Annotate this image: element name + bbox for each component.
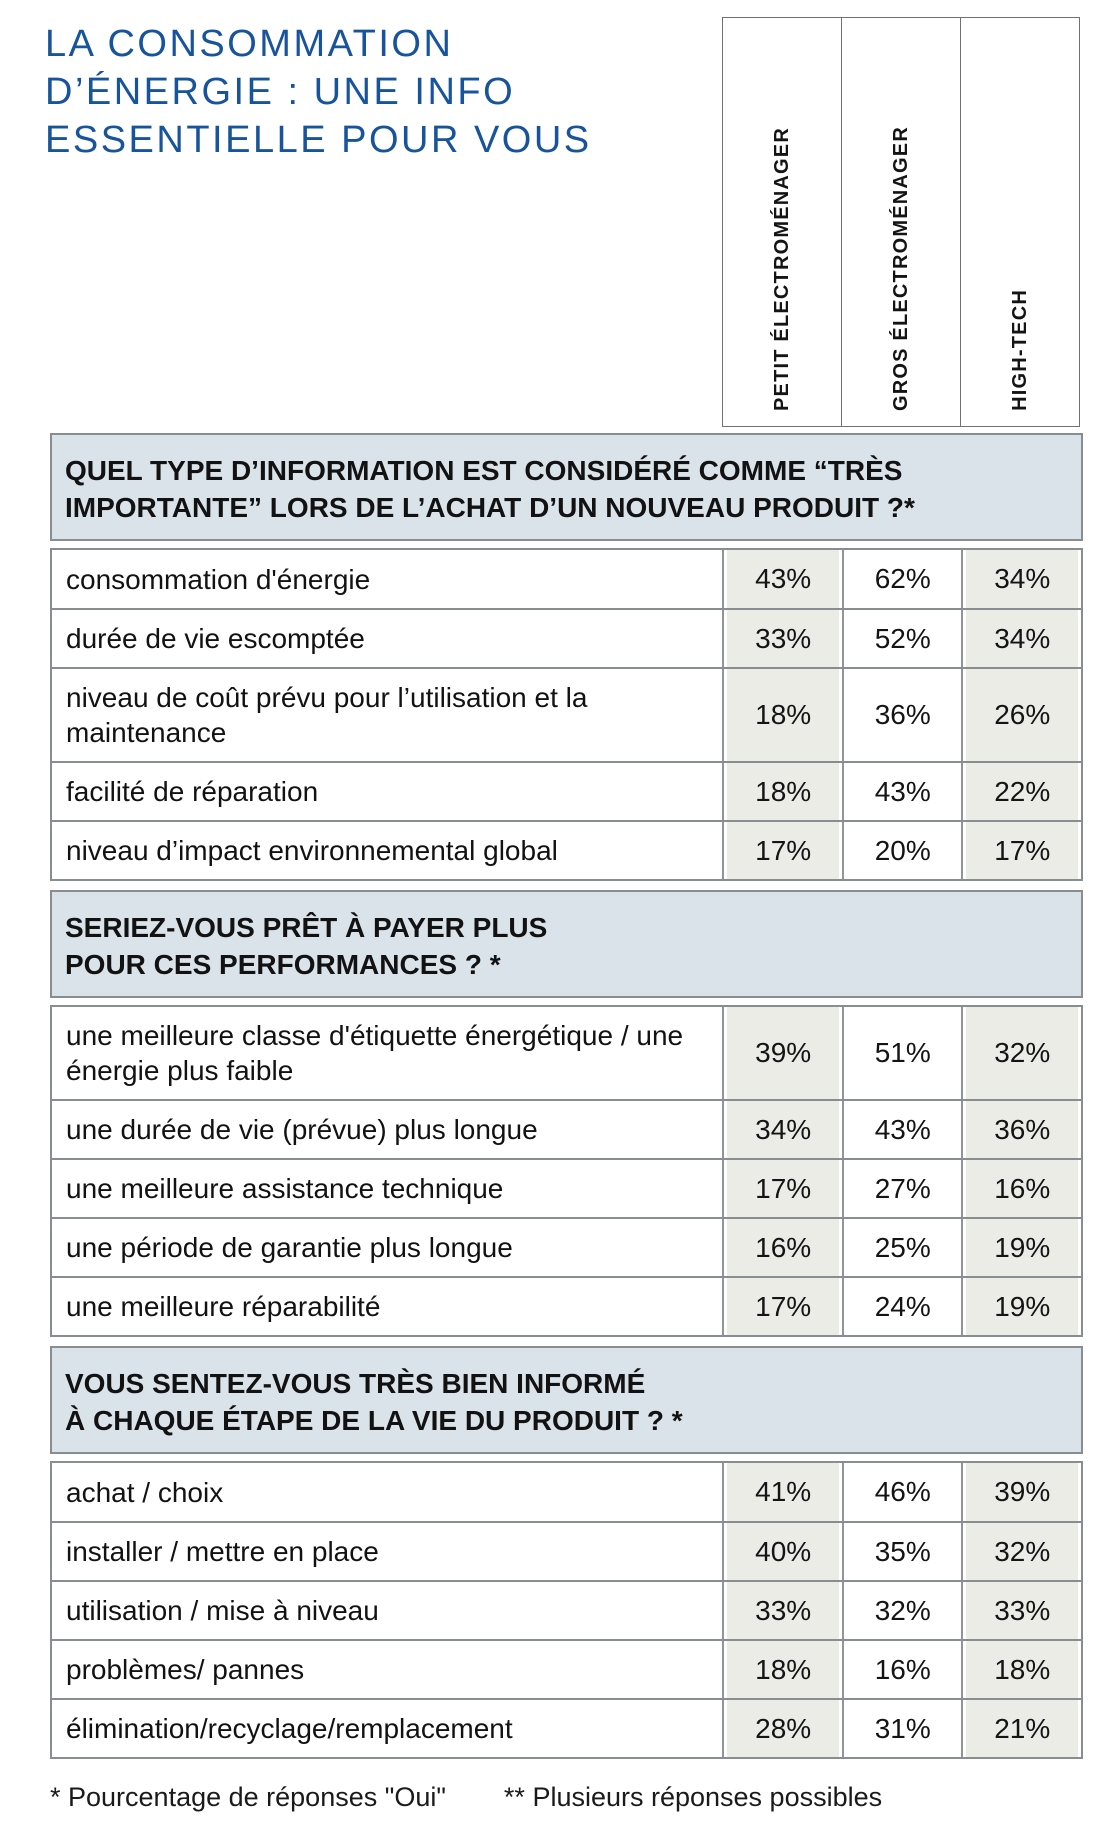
column-header-gros-electromenager bbox=[841, 17, 961, 427]
value-cell: 46% bbox=[842, 1463, 962, 1521]
table-row bbox=[52, 820, 1081, 879]
section-heading-line: SERIEZ-VOUS PRÊT À PAYER PLUS bbox=[65, 912, 548, 943]
section-payer-plus bbox=[50, 890, 1083, 1337]
value-cell: 33% bbox=[961, 1582, 1081, 1639]
row-label: une meilleure classe d'étiquette énergétique / une énergie plus faible bbox=[66, 1020, 684, 1086]
row-label: niveau d’impact environnemental global bbox=[66, 835, 558, 866]
row-label: utilisation / mise à niveau bbox=[66, 1595, 379, 1626]
value-cell: 32% bbox=[961, 1007, 1081, 1099]
section-rows bbox=[50, 1005, 1083, 1337]
section-rows bbox=[50, 1461, 1083, 1759]
row-label: installer / mettre en place bbox=[66, 1536, 379, 1567]
section-heading-line: VOUS SENTEZ-VOUS TRÈS BIEN INFORMÉ bbox=[65, 1368, 646, 1399]
footnote-oui: * Pourcentage de réponses "Oui" bbox=[50, 1782, 446, 1812]
value-cell: 40% bbox=[722, 1523, 842, 1580]
section-heading bbox=[50, 433, 1083, 541]
table-row bbox=[52, 1639, 1081, 1698]
column-header-label: HIGH-TECH bbox=[1008, 289, 1031, 411]
section-type-information bbox=[50, 433, 1083, 881]
value-cell: 18% bbox=[722, 1641, 842, 1698]
table-row bbox=[52, 1099, 1081, 1158]
section-heading-line: À CHAQUE ÉTAPE DE LA VIE DU PRODUIT ? * bbox=[65, 1405, 683, 1436]
value-cell: 16% bbox=[961, 1160, 1081, 1217]
value-cell: 18% bbox=[722, 763, 842, 820]
row-label: achat / choix bbox=[66, 1476, 224, 1508]
value-cell: 19% bbox=[961, 1219, 1081, 1276]
value-cell: 41% bbox=[722, 1463, 842, 1521]
page-title-line: LA CONSOMMATION bbox=[45, 23, 454, 65]
value-cell: 43% bbox=[842, 1101, 962, 1158]
table-row bbox=[52, 761, 1081, 820]
value-cell: 21% bbox=[961, 1700, 1081, 1757]
section-heading-line: POUR CES PERFORMANCES ? * bbox=[65, 949, 501, 980]
table-row bbox=[52, 1007, 1081, 1099]
value-cell: 16% bbox=[842, 1641, 962, 1698]
value-cell: 17% bbox=[722, 1278, 842, 1335]
table-row bbox=[52, 1276, 1081, 1335]
value-cell: 34% bbox=[961, 550, 1081, 608]
section-heading-line: QUEL TYPE D’INFORMATION EST CONSIDÉRÉ COMME “TRÈS bbox=[65, 455, 903, 486]
table-row bbox=[52, 1217, 1081, 1276]
page-title-line: D’ÉNERGIE : UNE INFO bbox=[45, 71, 516, 113]
value-cell: 43% bbox=[722, 550, 842, 608]
column-headers bbox=[722, 17, 1080, 427]
survey-table bbox=[50, 433, 1083, 1759]
value-cell: 35% bbox=[842, 1523, 962, 1580]
table-row bbox=[52, 667, 1081, 761]
value-cell: 22% bbox=[961, 763, 1081, 820]
value-cell: 26% bbox=[961, 669, 1081, 761]
row-label: élimination/recyclage/remplacement bbox=[66, 1713, 513, 1744]
table-row bbox=[52, 1521, 1081, 1580]
row-label: durée de vie escomptée bbox=[66, 623, 365, 654]
row-label: niveau de coût prévu pour l’utilisation et la maintenance bbox=[66, 682, 588, 748]
footnote-reponses-possibles: ** Plusieurs réponses possibles bbox=[503, 1782, 883, 1812]
value-cell: 27% bbox=[842, 1160, 962, 1217]
value-cell: 34% bbox=[722, 1101, 842, 1158]
column-header-high-tech bbox=[960, 17, 1080, 427]
value-cell: 34% bbox=[961, 610, 1081, 667]
value-cell: 17% bbox=[722, 822, 842, 879]
row-label: une période de garantie plus longue bbox=[66, 1232, 513, 1263]
value-cell: 19% bbox=[961, 1278, 1081, 1335]
value-cell: 33% bbox=[722, 610, 842, 667]
value-cell: 39% bbox=[961, 1463, 1081, 1521]
table-row bbox=[52, 1698, 1081, 1757]
value-cell: 20% bbox=[842, 822, 962, 879]
row-label: une meilleure assistance technique bbox=[66, 1173, 504, 1204]
value-cell: 18% bbox=[961, 1641, 1081, 1698]
value-cell: 31% bbox=[842, 1700, 962, 1757]
column-header-petit-electromenager bbox=[722, 17, 842, 427]
value-cell: 36% bbox=[842, 669, 962, 761]
section-bien-informe bbox=[50, 1346, 1083, 1759]
value-cell: 18% bbox=[722, 669, 842, 761]
column-header-label: PETIT ÉLECTROMÉNAGER bbox=[770, 126, 793, 411]
table-row bbox=[52, 1463, 1081, 1521]
table-row bbox=[52, 1158, 1081, 1217]
table-row bbox=[52, 550, 1081, 608]
row-label: problèmes/ pannes bbox=[66, 1654, 305, 1685]
value-cell: 17% bbox=[722, 1160, 842, 1217]
value-cell: 17% bbox=[961, 822, 1081, 879]
value-cell: 51% bbox=[842, 1007, 962, 1099]
value-cell: 32% bbox=[961, 1523, 1081, 1580]
row-label: une meilleure réparabilité bbox=[66, 1291, 381, 1322]
page-title bbox=[45, 20, 592, 164]
page-title-line: ESSENTIELLE POUR VOUS bbox=[45, 119, 592, 161]
value-cell: 52% bbox=[842, 610, 962, 667]
value-cell: 24% bbox=[842, 1278, 962, 1335]
value-cell: 39% bbox=[722, 1007, 842, 1099]
row-label: une durée de vie (prévue) plus longue bbox=[66, 1114, 538, 1145]
value-cell: 32% bbox=[842, 1582, 962, 1639]
value-cell: 25% bbox=[842, 1219, 962, 1276]
footnotes bbox=[50, 1782, 882, 1813]
column-header-label: GROS ÉLECTROMÉNAGER bbox=[889, 125, 912, 411]
table-row bbox=[52, 1580, 1081, 1639]
value-cell: 33% bbox=[722, 1582, 842, 1639]
section-rows bbox=[50, 548, 1083, 881]
value-cell: 62% bbox=[842, 550, 962, 608]
section-heading-line: IMPORTANTE” LORS DE L’ACHAT D’UN NOUVEAU PRODUIT ?* bbox=[65, 492, 915, 523]
table-row bbox=[52, 608, 1081, 667]
section-heading bbox=[50, 1346, 1083, 1454]
row-label: consommation d'énergie bbox=[66, 563, 371, 595]
section-heading bbox=[50, 890, 1083, 998]
value-cell: 43% bbox=[842, 763, 962, 820]
value-cell: 36% bbox=[961, 1101, 1081, 1158]
value-cell: 28% bbox=[722, 1700, 842, 1757]
value-cell: 16% bbox=[722, 1219, 842, 1276]
row-label: facilité de réparation bbox=[66, 776, 319, 807]
